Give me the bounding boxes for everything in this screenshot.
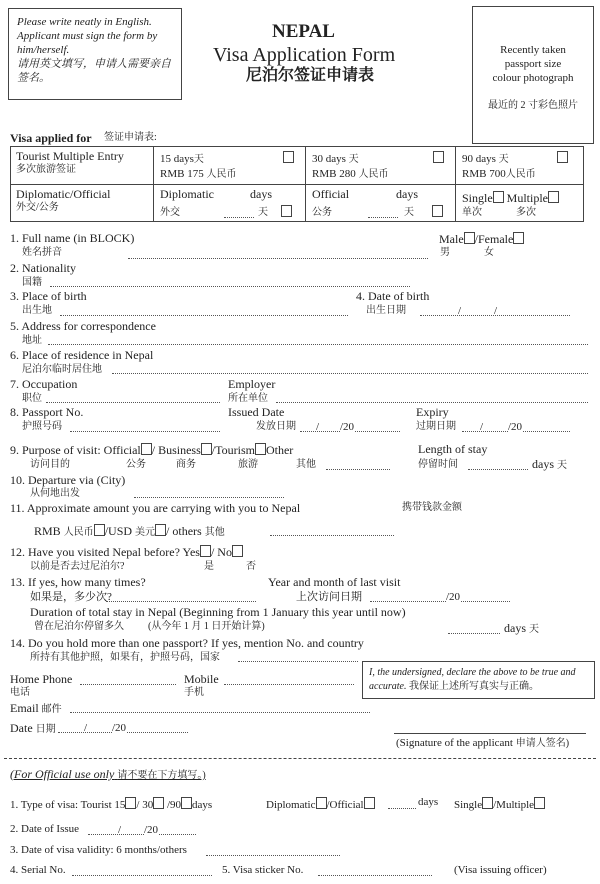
checkbox-visited-yes[interactable] [200, 545, 211, 557]
diplomatic-label-zh: 外交 [160, 207, 180, 218]
tourist-multiple-entry-zh: 多次旅游签证 [16, 164, 76, 175]
mobile-field[interactable] [224, 684, 354, 685]
passport-no-label-zh: 护照号码 [22, 421, 62, 432]
checkbox-usd[interactable] [155, 524, 166, 536]
date-of-birth-label-zh: 出生日期 [366, 305, 406, 316]
address-label: 5. Address for correspondence [10, 319, 156, 333]
instruction-text: Please write neatly in English. Applicant must sign the form by him/herself. [17, 16, 158, 56]
official-validity-field[interactable] [206, 855, 340, 856]
option-30-days: 30 days 天 [312, 153, 359, 165]
employer-label: Employer [228, 377, 276, 391]
amount-label: 11. Approximate amount you are carrying with you to Nepal [10, 501, 301, 515]
checkbox-30-days[interactable] [433, 151, 444, 163]
diplomatic-days-label: days [250, 187, 272, 201]
email-field[interactable] [70, 712, 370, 713]
checkbox-off-15[interactable] [125, 797, 136, 809]
checkbox-purpose-official[interactable] [141, 443, 152, 455]
official-use-heading: (For Official use only 请不要在下方填写。) [10, 767, 206, 781]
price-15-days: RMB 175 人民币 [160, 168, 237, 180]
checkbox-off-multiple[interactable] [534, 797, 545, 809]
diplomatic-days-field[interactable] [224, 217, 254, 218]
visited-before-label: 12. Have you visited Nepal before? Yes / No [10, 545, 243, 558]
address-field[interactable] [48, 344, 588, 345]
multiple-passport-label-zh: 所持有其他护照，如果有，护照号码，国家 [30, 652, 220, 663]
last-visit-field[interactable] [370, 601, 510, 602]
issued-date-label-zh: 发放日期 [256, 421, 296, 432]
departure-label-zh: 从何地出发 [30, 488, 80, 499]
signature-line[interactable] [394, 733, 586, 734]
single-label-zh: 单次 [462, 207, 482, 218]
official-serial-no: 4. Serial No. [10, 864, 66, 876]
official-unit-zh: 天 [404, 207, 414, 218]
diplomatic-official-label-zh: 外交/公务 [16, 202, 59, 213]
date-of-birth-label: 4. Date of birth [356, 289, 430, 303]
date-year: /20 [112, 722, 127, 734]
title-country: NEPAL [272, 21, 335, 42]
photo-text-3: colour photograph [492, 72, 574, 84]
length-of-stay-label: Length of stay [418, 442, 488, 456]
official-diplomatic: Diplomatic /Official [266, 797, 375, 811]
last-visit-year: /20 [446, 591, 461, 603]
full-name-label: 1. Full name (in BLOCK) [10, 231, 135, 245]
separator-line [4, 758, 596, 759]
checkbox-purpose-tourism[interactable] [255, 443, 266, 455]
purpose-label-zh: 访问目的 [30, 459, 70, 470]
email-label: Email 邮件 [10, 701, 62, 715]
declaration-box [362, 661, 595, 699]
residence-nepal-label-zh: 尼泊尔临时居住地 [22, 364, 102, 375]
checkbox-female[interactable] [513, 232, 524, 244]
checkbox-multiple[interactable] [548, 191, 559, 203]
occupation-label: 7. Occupation [10, 377, 78, 391]
declaration-text: I, the undersigned, declare the above to be true and accurate. [369, 667, 576, 692]
expiry-slash: / [480, 421, 484, 433]
amount-options: RMB 人民币 /USD 美元 / others 其他 [34, 524, 225, 538]
multiple-passport-label: 14. Do you hold more than one passport? If yes, mention No. and country [10, 636, 364, 650]
mobile-label: Mobile [184, 672, 219, 686]
employer-field[interactable] [276, 402, 588, 403]
price-30-days: RMB 280 人民币 [312, 168, 389, 180]
home-phone-label: Home Phone [10, 672, 73, 686]
last-visit-label-zh: 上次访问日期 [296, 591, 362, 603]
checkbox-off-90[interactable] [181, 797, 192, 809]
passport-no-label: 8. Passport No. [10, 405, 84, 419]
occupation-field[interactable] [46, 402, 220, 403]
duration-days: days 天 [504, 621, 539, 635]
form-title-zh: 尼泊尔签证申请表 [246, 67, 375, 84]
nationality-field[interactable] [50, 286, 410, 287]
official-label: Official [312, 187, 350, 201]
duration-label: Duration of total stay in Nepal (Beginning from 1 January this year until now) [30, 605, 406, 619]
official-single-multiple: Single /Multiple [454, 797, 545, 811]
photo-text-zh: 最近的 2 寸彩色照片 [488, 100, 578, 111]
official-days-input[interactable] [388, 808, 416, 809]
checkbox-official[interactable] [432, 205, 443, 217]
occupation-label-zh: 职位 [22, 393, 42, 404]
declaration-text-zh: 我保证上述所写真实与正确。 [409, 681, 539, 692]
purpose-other-zh: 其他 [296, 459, 316, 470]
date-slash: / [84, 722, 88, 734]
official-days-text: days [418, 796, 439, 808]
instruction-note [8, 8, 182, 100]
expiry-year: /20 [508, 421, 523, 433]
how-many-times-label: 13. If yes, how many times? [10, 575, 146, 589]
price-90-days: RMB 700人民币 [462, 168, 536, 180]
diplomatic-unit-zh: 天 [258, 207, 268, 218]
place-of-birth-label: 3. Place of birth [10, 289, 87, 303]
official-serial-field[interactable] [72, 875, 212, 876]
option-15-days: 15 days天 [160, 153, 204, 165]
visa-applied-label-zh: 签证申请表: [104, 132, 157, 143]
checkbox-off-30[interactable] [153, 797, 164, 809]
official-issue-slash: / [118, 824, 122, 836]
issued-date-label: Issued Date [228, 405, 285, 419]
official-label-zh: 公务 [312, 207, 332, 218]
visited-no-zh: 否 [246, 561, 256, 572]
checkbox-off-single[interactable] [482, 797, 493, 809]
official-validity: 3. Date of visa validity: 6 months/others [10, 844, 187, 856]
official-sticker-no: 5. Visa sticker No. [222, 864, 304, 876]
checkbox-rmb[interactable] [94, 524, 105, 536]
visited-yes-zh: 是 [204, 561, 214, 572]
purpose-label: 9. Purpose of visit: Official / Business /Tourism Other [10, 443, 294, 457]
dob-slash-2: / [494, 305, 498, 317]
visa-applied-label: Visa applied for [10, 131, 92, 145]
signature-label: (Signature of the applicant 申请人签名) [396, 737, 570, 749]
checkbox-off-official[interactable] [364, 797, 375, 809]
purpose-official-zh: 公务 [126, 459, 146, 470]
checkbox-diplomatic[interactable] [281, 205, 292, 217]
official-visa-type: 1. Type of visa: Tourist 15 / 30 /90 days [10, 799, 213, 811]
employer-label-zh: 所在单位 [228, 393, 268, 404]
checkbox-male[interactable] [464, 232, 475, 244]
amount-label-zh: 携带钱款金额 [402, 502, 462, 513]
checkbox-off-diplomatic[interactable] [316, 797, 327, 809]
how-many-times-field[interactable] [106, 601, 256, 602]
official-date-of-issue: 2. Date of Issue [10, 823, 80, 835]
place-of-birth-field[interactable] [60, 315, 348, 316]
visited-before-label-zh: 以前是否去过尼泊尔? [30, 561, 125, 572]
date-label: Date 日期 [10, 721, 56, 735]
departure-label: 10. Departure via (City) [10, 473, 126, 487]
how-many-times-label-zh: 如果是，多少次? [30, 591, 112, 603]
diplomatic-label: Diplomatic [160, 187, 214, 201]
length-of-stay-field[interactable] [468, 469, 528, 470]
address-label-zh: 地址 [22, 335, 42, 346]
diplomatic-official-label: Diplomatic/Official [16, 187, 111, 201]
nationality-label: 2. Nationality [10, 261, 76, 275]
photo-box[interactable] [472, 6, 594, 144]
duration-field[interactable] [448, 633, 500, 634]
form-title: Visa Application Form [213, 44, 396, 66]
checkbox-15-days[interactable] [283, 151, 294, 163]
issued-year: /20 [340, 421, 355, 433]
issued-slash: / [316, 421, 320, 433]
home-phone-field[interactable] [80, 684, 176, 685]
gender-options: Male /Female [439, 232, 524, 245]
official-days-label: days [396, 187, 418, 201]
last-visit-label: Year and month of last visit [268, 575, 401, 589]
amount-field[interactable] [270, 535, 394, 536]
full-name-label-zh: 姓名拼音 [22, 247, 62, 258]
mobile-label-zh: 手机 [184, 687, 204, 698]
passport-no-field[interactable] [70, 431, 220, 432]
option-90-days: 90 days 天 [462, 153, 509, 165]
expiry-label: Expiry [416, 405, 449, 419]
official-issuing-officer: (Visa issuing officer) [454, 864, 547, 876]
duration-label-zh: 曾在尼泊尔停留多久 [34, 621, 124, 632]
tourist-multiple-entry: Tourist Multiple Entry [16, 149, 124, 163]
residence-nepal-label: 6. Place of residence in Nepal [10, 348, 154, 362]
duration-label-zh-2: (从今年 1 月 1 日开始计算) [148, 621, 265, 632]
instruction-text-zh: 请用英文填写，申请人需要亲自签名。 [17, 58, 171, 84]
length-of-stay-label-zh: 停留时间 [418, 459, 458, 470]
photo-text-1: Recently taken [500, 44, 566, 56]
male-label-zh: 男 [440, 247, 450, 258]
purpose-business-zh: 商务 [176, 459, 196, 470]
single-label: Single Multiple [462, 191, 559, 204]
photo-text-2: passport size [504, 58, 562, 70]
checkbox-visited-no[interactable] [232, 545, 243, 557]
official-days-field[interactable] [368, 217, 398, 218]
official-date-of-issue-field[interactable] [88, 834, 196, 835]
home-phone-label-zh: 电话 [10, 687, 30, 698]
checkbox-purpose-business[interactable] [201, 443, 212, 455]
checkbox-90-days[interactable] [557, 151, 568, 163]
official-issue-year: /20 [144, 824, 159, 836]
place-of-birth-label-zh: 出生地 [22, 305, 52, 316]
purpose-tourism-zh: 旅游 [238, 459, 258, 470]
residence-nepal-field[interactable] [112, 373, 588, 374]
official-sticker-field[interactable] [318, 875, 432, 876]
multiple-passport-field[interactable] [238, 661, 358, 662]
checkbox-single[interactable] [493, 191, 504, 203]
expiry-label-zh: 过期日期 [416, 421, 456, 432]
full-name-field[interactable] [128, 258, 428, 259]
dob-slash-1: / [458, 305, 462, 317]
length-days: days 天 [532, 457, 567, 471]
nationality-label-zh: 国籍 [22, 277, 42, 288]
purpose-other-field[interactable] [326, 469, 390, 470]
departure-field[interactable] [134, 497, 284, 498]
multiple-label-zh: 多次 [516, 207, 536, 218]
female-label-zh: 女 [484, 247, 494, 258]
